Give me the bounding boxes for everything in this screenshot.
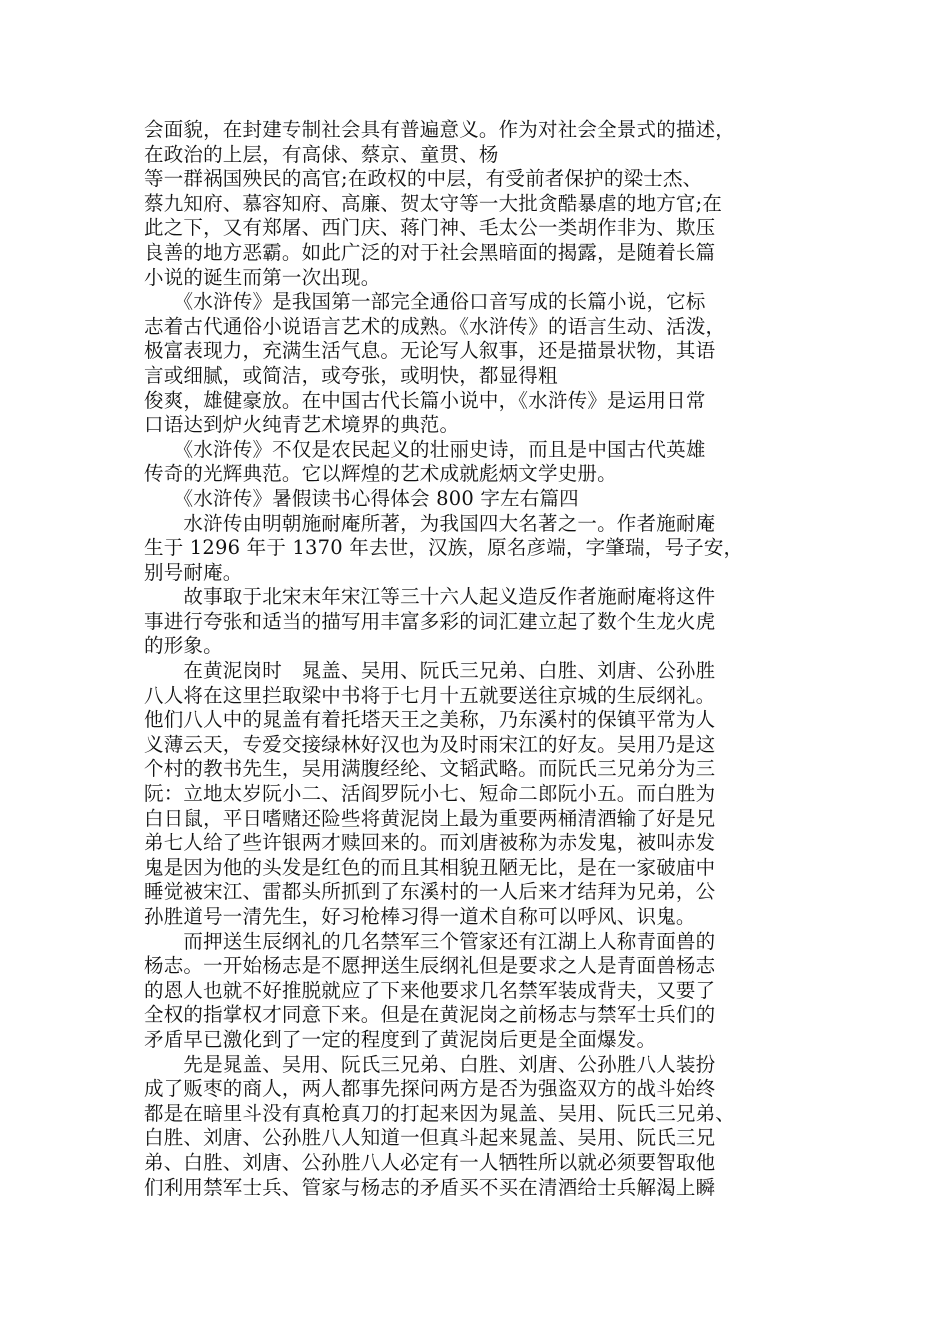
text-line: 等一群祸国殃民的高官;在政权的中层，有受前者保护的梁士杰、 <box>144 167 703 191</box>
text-line: 杨志。一开始杨志是不愿押送生辰纲礼但是要求之人是青面兽杨志 <box>144 954 716 978</box>
text-line: 会面貌，在封建专制社会具有普遍意义。作为对社会全景式的描述， <box>144 118 736 141</box>
text-line: 在政治的上层，有高俅、蔡京、童贯、杨 <box>144 142 499 166</box>
text-line: 弟、白胜、刘唐、公孙胜八人必定有一人牺牲所以就必须要智取他 <box>144 1150 716 1174</box>
text-line: 志着古代通俗小说语言艺术的成熟。《水浒传》的语言生动、活泼， <box>144 314 726 338</box>
text-line: 故事取于北宋末年宋江等三十六人起义造反作者施耐庵将这件 <box>144 585 716 609</box>
text-line: 小说的诞生而第一次出现。 <box>144 265 381 289</box>
text-line: 别号耐庵。 <box>144 560 243 584</box>
text-line: 先是晁盖、吴用、阮氏三兄弟、白胜、刘唐、公孙胜八人装扮 <box>144 1052 716 1076</box>
text-line: 而押送生辰纲礼的几名禁军三个管家还有江湖上人称青面兽的 <box>144 929 716 953</box>
text-line: 孙胜道号一清先生，好习枪棒习得一道术自称可以呼风、识鬼。 <box>144 905 696 928</box>
text-line: 水浒传由明朝施耐庵所著，为我国四大名著之一。作者施耐庵 <box>144 511 716 535</box>
text-line: 《水浒传》暑假读书心得体会 800 字左右篇四 <box>144 486 579 510</box>
text-line: 们利用禁军士兵、管家与杨志的矛盾买不买在清酒给士兵解渴上瞬 <box>144 1175 716 1199</box>
text-line: 生于 1296 年于 1370 年去世，汉族，原名彦端，字肇瑞，号子安， <box>144 536 744 560</box>
text-line: 矛盾早已激化到了一定的程度到了黄泥岗后更是全面爆发。 <box>144 1027 657 1051</box>
text-line: 此之下，又有郑屠、西门庆、蒋门神、毛太公一类胡作非为、欺压 <box>144 216 716 240</box>
text-line: 鬼是因为他的头发是红色的而且其相貌丑陋无比，是在一家破庙中 <box>144 855 716 879</box>
text-line: 言或细腻，或简洁，或夸张，或明快，都显得粗 <box>144 363 558 387</box>
text-line: 都是在暗里斗没有真枪真刀的打起来因为晁盖、吴用、阮氏三兄弟、 <box>144 1101 736 1125</box>
text-line: 在黄泥岗时 晁盖、吴用、阮氏三兄弟、白胜、刘唐、公孙胜 <box>144 659 716 683</box>
text-line: 睡觉被宋江、雷都头所抓到了东溪村的一人后来才结拜为兄弟，公 <box>144 880 716 904</box>
text-line: 全权的指掌权才同意下来。但是在黄泥岗之前杨志与禁军士兵们的 <box>144 1003 716 1027</box>
text-line: 弟七人给了些许银两才赎回来的。而刘唐被称为赤发鬼，被叫赤发 <box>144 831 716 855</box>
text-line: 口语达到炉火纯青艺术境界的典范。 <box>144 413 460 437</box>
text-line: 个村的教书先生，吴用满腹经纶、文韬武略。而阮氏三兄弟分为三 <box>144 757 716 781</box>
text-line: 白日鼠，平日嗜赌还险些将黄泥岗上最为重要两桶清酒输了好是兄 <box>144 806 716 830</box>
text-line: 白胜、刘唐、公孙胜八人知道一但真斗起来晁盖、吴用、阮氏三兄 <box>144 1126 716 1150</box>
body-text <box>144 118 824 1200</box>
text-line: 的恩人也就不好推脱就应了下来他要求几名禁军装成背夫，又要了 <box>144 978 716 1002</box>
text-line: 极富表现力，充满生活气息。无论写人叙事，还是描景状物，其语 <box>144 339 716 363</box>
text-line: 传奇的光辉典范。它以辉煌的艺术成就彪炳文学史册。 <box>144 462 617 486</box>
text-line: 良善的地方恶霸。如此广泛的对于社会黑暗面的揭露，是随着长篇 <box>144 240 716 264</box>
text-line: 俊爽，雄健豪放。在中国古代长篇小说中，《水浒传》是运用日常 <box>144 388 706 412</box>
text-line: 的形象。 <box>144 634 223 658</box>
text-line: 蔡九知府、慕容知府、高廉、贺太守等一大批贪酷暴虐的地方官;在 <box>144 191 723 215</box>
text-line: 八人将在这里拦取梁中书将于七月十五就要送往京城的生辰纲礼。 <box>144 683 716 707</box>
text-line: 成了贩枣的商人，两人都事先探问两方是否为强盗双方的战斗始终 <box>144 1077 716 1101</box>
text-line: 《水浒传》不仅是农民起义的壮丽史诗，而且是中国古代英雄 <box>144 437 706 461</box>
text-line: 事进行夸张和适当的描写用丰富多彩的词汇建立起了数个生龙火虎 <box>144 609 716 633</box>
text-line: 他们八人中的晁盖有着托塔天王之美称，乃东溪村的保镇平常为人 <box>144 708 716 732</box>
text-line: 义薄云天，专爱交接绿林好汉也为及时雨宋江的好友。吴用乃是这 <box>144 732 716 756</box>
text-line: 阮：立地太岁阮小二、活阎罗阮小七、短命二郎阮小五。而白胜为 <box>144 782 716 806</box>
text-line: 《水浒传》是我国第一部完全通俗口音写成的长篇小说，它标 <box>144 290 706 314</box>
